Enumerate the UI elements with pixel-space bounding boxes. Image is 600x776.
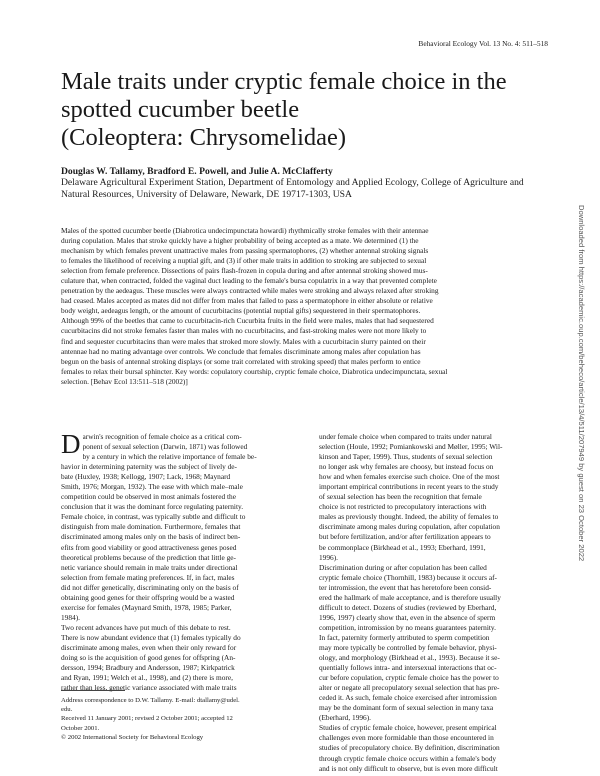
body-line: In fact, paternity formerly attributed to sperm competition [319, 632, 490, 642]
body-line: ponent of sexual selection (Darwin, 1871) was followed [82, 442, 248, 452]
abstract-line: selection from female preference. Dissections of pairs flash-frozen in copula during and after antennal stroking showed mus- [61, 266, 428, 276]
abstract-line: antennae had no mating advantage over controls. We conclude that females discriminate among males after copulation has [61, 346, 421, 356]
body-line: may be the dominant form of sexual selection in many taxa [319, 703, 494, 713]
body-line: important empirical contributions in recent years to the study [319, 482, 499, 492]
footnote-line: Address correspondence to D.W. Tallamy. E-mail: dtallamy@udel. [61, 697, 240, 704]
body-line: Discrimination during or after copulation has been called [319, 562, 487, 572]
body-line: ered the hallmark of male acceptance, and is therefore usually [319, 592, 501, 602]
body-line: ceded it. As such, female choice exercised after intromission [319, 693, 497, 703]
body-line: but before fertilization, and/or after fertilization appears to [319, 532, 491, 542]
body-line: under female choice when compared to traits under natural [319, 432, 492, 441]
body-line: theoretical problems because of the prediction that little ge- [61, 552, 236, 562]
abstract-line: culature that, when contracted, folded the vaginal duct leading to the female's bursa copulatrix in a way that prevented complete [61, 276, 437, 286]
body-line: males as previously thought. Indeed, the ability of females to [319, 512, 499, 522]
body-line: how and when females exercise such choice. One of the most [319, 472, 500, 482]
body-line: 1984). [61, 612, 80, 622]
abstract-line: body weight, aedeagus length, or the amount of cucurbitacins (potential nuptial gifts) sequestered in their spermatophores. [61, 306, 421, 316]
body-line: cryptic female choice (Thornhill, 1983) because it occurs af- [319, 572, 498, 582]
author-affiliation: Delaware Agricultural Experiment Station, Department of Entomology and Applied Ecology, College of Agriculture and Natural Resources, University of Delaware, Newark, DE 19717-1303, USA [61, 177, 524, 200]
body-line: discriminate among males during copulation, after copulation [319, 522, 500, 532]
abstract-line: begun on the basis of antennal stroking displays (or some trait correlated with stroking speed) that males perform to entice [61, 356, 421, 366]
body-line: 1996, 1997) clearly show that, even in the absence of sperm [319, 612, 496, 622]
footnote-line: October 2001. [61, 724, 100, 732]
footnote [61, 690, 293, 742]
abstract-line: mechanism by which females prevent unattractive males from passing spermatophores, (2) whether antennal stroking signals [61, 246, 429, 256]
journal-citation: Behavioral Ecology Vol. 13 No. 4: 511–518 [418, 39, 548, 48]
body-line: competition could be observed in most animals fostered the [61, 492, 236, 502]
body-line: quentially follows intra- and intersexual interactions that oc- [319, 663, 497, 673]
body-line: challenges even more formidable than those encountered in [319, 733, 494, 743]
body-line: selection (Houle, 1992; Pomiankowski and Møller, 1995; Wil- [319, 442, 503, 452]
download-watermark [572, 205, 592, 575]
paper-title [61, 68, 561, 152]
title-line: (Coleoptera: Chrysomelidae) [61, 124, 347, 151]
title-line: spotted cucumber beetle [61, 96, 300, 123]
body-line: kinson and Taper, 1999). Thus, students of sexual selection [319, 452, 493, 462]
body-line: Smith, 1976; Morgan, 1932). The ease with which male–male [61, 482, 243, 492]
abstract-line: find and sequester cucurbitacins than were males that stroked more slowly. Males with a cucurbitacin slurry painted on their [61, 336, 426, 346]
body-column-right [319, 432, 551, 774]
body-line: of sexual selection has been the recognition that female [319, 492, 482, 502]
footnote-line: Received 11 January 2001; revised 2 October 2001; accepted 12 [61, 715, 233, 723]
body-line: discriminate among males, even when their only reward for [61, 642, 237, 652]
abstract-line: selection. [Behav Ecol 13:511–518 (2002)] [61, 376, 188, 386]
body-line: and is not only difficult to observe, but is even more difficult [319, 763, 498, 773]
body-line: Female choice, in contrast, was typically subtle and difficult to [61, 512, 246, 522]
abstract-line: had ceased. Males accepted as mates did not differ from males that failed to pass a spermatophore in either absolute or relative [61, 296, 433, 306]
abstract [61, 226, 552, 387]
abstract-line: females to relax their bursal sphincter. Key words: copulatory courtship, cryptic female choice, Diabrotica undecimpunctata, sexual [61, 366, 448, 376]
abstract-line: cucurbitacins did not stroke females faster than males with no cucurbitacins, and fast-stroking males were not more likely to [61, 326, 427, 336]
body-line: Studies of cryptic female choice, however, present empirical [319, 723, 497, 733]
body-line: 1996). [319, 552, 338, 562]
body-line: be commonplace (Birkhead et al., 1993; Eberhard, 1991, [319, 542, 486, 552]
abstract-line: Although 99% of the beetles that came to cucurbitacin-rich Cucurbita fruits in the field were males, males that had sequestered [61, 316, 434, 326]
body-line: difficult to detect. Dozens of studies (reviewed by Eberhard, [319, 602, 497, 612]
body-line: There is now abundant evidence that (1) females typically do [61, 632, 241, 642]
body-line: doing so is the acquisition of good genes for offspring (An- [61, 653, 236, 663]
body-line: through cryptic female choice occurs within a female's body [319, 753, 497, 763]
body-line: choice is not restricted to precopulatory interactions with [319, 502, 487, 512]
body-line: selection from female mating preferences. If, in fact, males [61, 572, 235, 582]
body-line: ter intromission, the event that has heretofore been consid- [319, 582, 492, 592]
abstract-line: during copulation. Males that stroke quickly have a higher probability of being accepted as a mate. We determined (1) the [61, 236, 419, 246]
footnote-line: edu. [61, 706, 73, 714]
body-line: bate (Huxley, 1938; Kellogg, 1907; Lack, 1968; Maynard [61, 472, 231, 482]
body-line: competition, intromission by no means guarantees paternity. [319, 622, 496, 632]
body-line: cur before copulation, cryptic female choice has the power to [319, 673, 499, 683]
body-column-left [61, 429, 293, 693]
body-line: efits from good viability or good attractiveness genes posed [61, 542, 237, 552]
body-line: (Eberhard, 1996). [319, 713, 371, 723]
body-line: dersson, 1994; Bradbury and Andersson, 1987; Kirkpatrick [61, 663, 235, 673]
body-line: alter or negate all precopulatory sexual selection that has pre- [319, 683, 500, 693]
body-line: by a century in which the relative importance of female be- [82, 452, 257, 462]
abstract-line: to females the likelihood of receiving a nuptial gift, and (3) if other male traits in addition to stroking are subjected to sexual [61, 256, 427, 266]
body-line: havior in determining paternity was the subject of lively de- [61, 462, 237, 472]
footnote-rule [61, 690, 125, 691]
body-line: may more typically be controlled by female behavior, physi- [319, 642, 497, 652]
body-line: no longer ask why females are choosy, but instead focus on [319, 462, 494, 472]
body-line: obtaining good genes for their offspring would be a wasted [61, 592, 235, 602]
abstract-line: Males of the spotted cucumber beetle (Diabrotica undecimpunctata howardi) rhythmically stroke females with their antennae [61, 226, 429, 235]
body-line: Two recent advances have put much of this debate to rest. [61, 622, 231, 632]
author-list: Douglas W. Tallamy, Bradford E. Powell, and Julie A. McClafferty [61, 166, 333, 177]
body-line: exercise for females (Maynard Smith, 1978, 1985; Parker, [61, 602, 232, 612]
body-line: netic variance should remain in male traits under directional [61, 562, 238, 572]
body-line: distinguish from male domination. Furthermore, females that [61, 522, 241, 532]
abstract-line: penetration by the aedeagus. These muscles were always contracted while males were stroking and always relaxed after stroking [61, 286, 439, 296]
body-line: studies of precopulatory choice. By definition, discrimination [319, 743, 500, 753]
title-line: Male traits under cryptic female choice in the [61, 68, 507, 95]
body-line: ology, and morphology (Birkhead et al., 1993). Because it se- [319, 653, 500, 663]
drop-cap: D [61, 429, 81, 459]
body-line: discriminated among males only on the basis of indirect ben- [61, 532, 241, 542]
body-line: conclusion that it was the dominant force regulating paternity. [61, 502, 244, 512]
body-line: did not differ genetically, discriminating only on the basis of [61, 582, 239, 592]
footnote-line: © 2002 International Society for Behavioral Ecology [61, 733, 204, 741]
body-line: rather than less, genetic variance associated with male traits [61, 683, 237, 693]
body-line: and Ryan, 1991; Welch et al., 1998), and (2) there is more, [61, 673, 233, 683]
download-watermark-text: Downloaded from https://academic.oup.com/beheco/article/13/4/511/207949 by guest on 23 October 2022 [577, 205, 586, 562]
body-line: arwin's recognition of female choice as a critical com- [82, 432, 242, 441]
